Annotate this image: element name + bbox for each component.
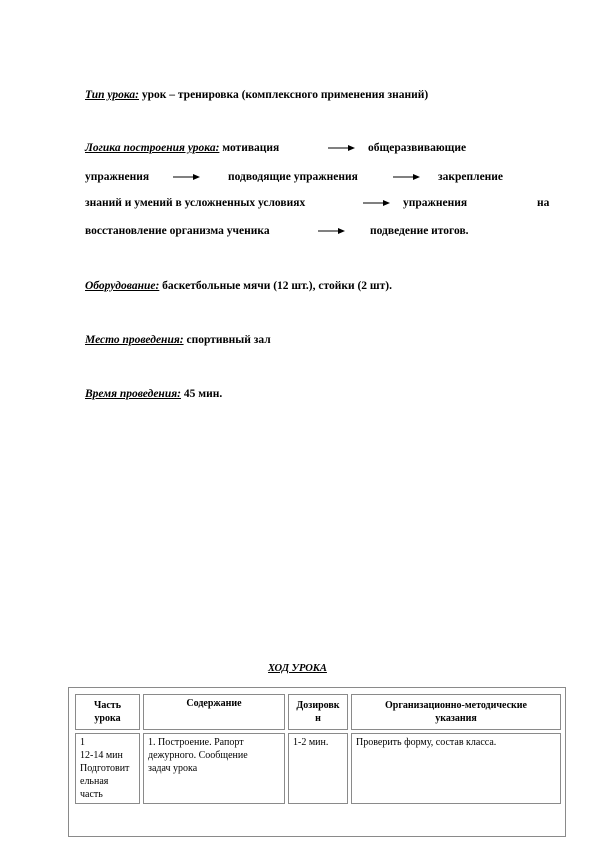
logic-part-motivation: мотивация — [222, 142, 280, 154]
lesson-type-value: урок – тренировка (комплексного применения знаний) — [139, 89, 429, 101]
row-content: 1. Построение. Рапорт дежурного. Сообщение задач урока — [143, 733, 285, 804]
logic-part-on: на — [537, 197, 550, 209]
duration-label: Время проведения: — [85, 388, 181, 400]
header-content: Содержание — [143, 694, 285, 730]
course-title: ХОД УРОКА — [268, 663, 327, 674]
venue-line — [85, 333, 271, 348]
header-part: Часть урока — [75, 694, 140, 730]
duration-value: 45 мин. — [180, 388, 223, 400]
lesson-type-line — [85, 88, 428, 103]
logic-line-1 — [85, 141, 279, 156]
header-dosage: Дозировк н — [288, 694, 348, 730]
table-row — [75, 733, 561, 804]
table-header-row — [75, 694, 561, 730]
course-table — [72, 691, 564, 807]
row-dosage: 1-2 мин. — [288, 733, 348, 804]
logic-part-leadup: подводящие упражнения — [228, 171, 358, 183]
logic-part-consolidation: закрепление — [438, 171, 504, 183]
logic-part-knowledge: знаний и умений в усложненных условиях — [85, 197, 306, 209]
logic-part-exercises-2: упражнения — [403, 197, 468, 209]
logic-part-summary: подведение итогов. — [370, 225, 469, 237]
venue-label: Место проведения: — [85, 334, 184, 346]
row-part: 1 12-14 мин Подготовит ельная часть — [75, 733, 140, 804]
logic-part-recovery: восстановление организма ученика — [85, 225, 270, 237]
equipment-value: баскетбольные мячи (12 шт.), стойки (2 шт). — [159, 280, 392, 292]
equipment-line — [85, 279, 392, 294]
equipment-label: Оборудование: — [85, 280, 160, 292]
logic-part-exercises: упражнения — [85, 171, 150, 183]
row-notes: Проверить форму, состав класса. — [351, 733, 561, 804]
arrow-icon — [318, 227, 345, 235]
arrow-icon — [328, 144, 355, 152]
arrow-icon — [363, 199, 390, 207]
arrow-icon — [393, 173, 420, 181]
venue-value: спортивный зал — [183, 334, 271, 346]
lesson-type-label: Тип урока: — [85, 89, 139, 101]
logic-part-general: общеразвивающие — [368, 142, 467, 154]
arrow-icon — [173, 173, 200, 181]
header-notes: Организационно-методические указания — [351, 694, 561, 730]
duration-line — [85, 387, 222, 402]
logic-label: Логика построения урока: — [85, 142, 220, 154]
